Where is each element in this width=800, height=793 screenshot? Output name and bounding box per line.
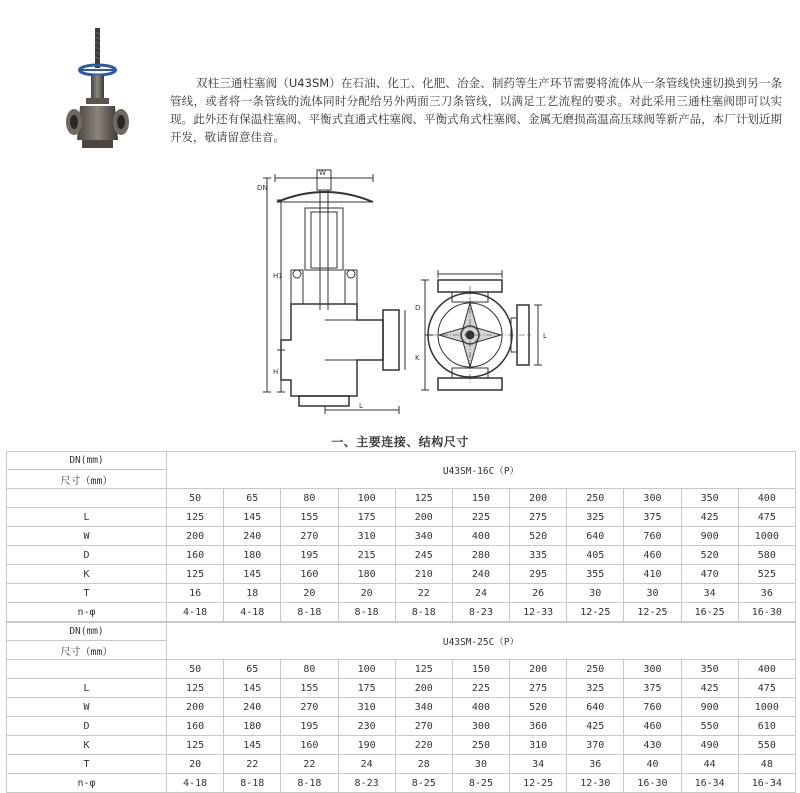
value-cell: 195 — [281, 717, 338, 736]
value-cell: 155 — [281, 508, 338, 527]
value-cell: 160 — [281, 565, 338, 584]
value-cell: 335 — [510, 546, 567, 565]
value-cell: 355 — [567, 565, 624, 584]
value-cell: 210 — [395, 565, 452, 584]
value-cell: 525 — [738, 565, 795, 584]
dn-cell: 250 — [567, 660, 624, 679]
value-cell: 125 — [167, 565, 224, 584]
value-cell: 26 — [510, 584, 567, 603]
value-cell: 16 — [167, 584, 224, 603]
table-row — [7, 584, 796, 603]
row-label: L — [7, 508, 167, 527]
value-cell: 18 — [224, 584, 281, 603]
table-row — [7, 717, 796, 736]
value-cell: 28 — [395, 755, 452, 774]
table-row — [7, 508, 796, 527]
value-cell: 370 — [567, 736, 624, 755]
table-row — [7, 774, 796, 793]
value-cell: 270 — [395, 717, 452, 736]
value-cell: 145 — [224, 736, 281, 755]
value-cell: 405 — [567, 546, 624, 565]
row-label: K — [7, 565, 167, 584]
intro-paragraph: 双柱三通柱塞阀（U43SM）在石油、化工、化肥、冶金、制药等生产环节需要将流体从一条管线快速切换到另一条管线，或者将一条管线的流体同时分配给另外两面三刀条管线，以满足工艺流程的要求。对此采用三通柱塞阀即可以实现。此外还有保温柱塞阀、平衡式直通式柱塞阀、平衡式角式柱塞阀、金属无磨损高温高压球阀等新产品，本厂计划近期开发，敬请留意佳音。 — [170, 76, 782, 144]
value-cell: 20 — [167, 755, 224, 774]
value-cell: 225 — [452, 679, 509, 698]
model-label: U43SM-16C（P） — [167, 452, 796, 489]
value-cell: 175 — [338, 679, 395, 698]
value-cell: 16-34 — [681, 774, 738, 793]
value-cell: 48 — [738, 755, 795, 774]
value-cell: 760 — [624, 698, 681, 717]
drawing-label-w: W — [319, 169, 326, 177]
value-cell: 34 — [681, 584, 738, 603]
value-cell: 340 — [395, 527, 452, 546]
value-cell: 580 — [738, 546, 795, 565]
value-cell: 22 — [395, 584, 452, 603]
value-cell: 8-18 — [338, 603, 395, 622]
valve-technical-drawing — [255, 160, 555, 415]
header-size-label: 尺寸（mm） — [7, 470, 167, 489]
value-cell: 360 — [510, 717, 567, 736]
value-cell: 325 — [567, 508, 624, 527]
row-label-dn — [7, 489, 167, 508]
value-cell: 12-25 — [510, 774, 567, 793]
dn-cell: 50 — [167, 489, 224, 508]
value-cell: 180 — [338, 565, 395, 584]
dn-cell: 65 — [224, 660, 281, 679]
value-cell: 20 — [338, 584, 395, 603]
model-label: U43SM-25C（P） — [167, 623, 796, 660]
table-row — [7, 603, 796, 622]
dn-cell: 350 — [681, 489, 738, 508]
value-cell: 160 — [167, 546, 224, 565]
table2-body — [7, 679, 796, 793]
row-label: D — [7, 546, 167, 565]
row-label: T — [7, 584, 167, 603]
value-cell: 460 — [624, 546, 681, 565]
table-row — [7, 679, 796, 698]
table-row — [7, 565, 796, 584]
value-cell: 900 — [681, 698, 738, 717]
value-cell: 240 — [224, 527, 281, 546]
value-cell: 295 — [510, 565, 567, 584]
value-cell: 8-25 — [452, 774, 509, 793]
spec-table-16c — [6, 451, 796, 622]
drawing-label-l: L — [359, 402, 363, 410]
value-cell: 400 — [452, 698, 509, 717]
value-cell: 24 — [338, 755, 395, 774]
value-cell: 8-23 — [338, 774, 395, 793]
value-cell: 8-18 — [224, 774, 281, 793]
value-cell: 270 — [281, 527, 338, 546]
value-cell: 30 — [452, 755, 509, 774]
value-cell: 36 — [567, 755, 624, 774]
value-cell: 4-18 — [167, 774, 224, 793]
value-cell: 155 — [281, 679, 338, 698]
value-cell: 230 — [338, 717, 395, 736]
value-cell: 550 — [681, 717, 738, 736]
value-cell: 425 — [681, 508, 738, 527]
value-cell: 310 — [510, 736, 567, 755]
value-cell: 1000 — [738, 698, 795, 717]
table-row — [7, 489, 796, 508]
table-row — [7, 755, 796, 774]
dn-cell: 300 — [624, 660, 681, 679]
value-cell: 12-33 — [510, 603, 567, 622]
dn-cell: 80 — [281, 660, 338, 679]
value-cell: 245 — [395, 546, 452, 565]
value-cell: 760 — [624, 527, 681, 546]
dn-cell: 50 — [167, 660, 224, 679]
value-cell: 160 — [167, 717, 224, 736]
row-label: D — [7, 717, 167, 736]
value-cell: 125 — [167, 736, 224, 755]
drawing-label-h: H — [273, 368, 279, 376]
value-cell: 175 — [338, 508, 395, 527]
value-cell: 8-25 — [395, 774, 452, 793]
value-cell: 460 — [624, 717, 681, 736]
value-cell: 215 — [338, 546, 395, 565]
value-cell: 200 — [167, 698, 224, 717]
value-cell: 410 — [624, 565, 681, 584]
value-cell: 475 — [738, 679, 795, 698]
value-cell: 145 — [224, 565, 281, 584]
dn-cell: 200 — [510, 660, 567, 679]
value-cell: 200 — [167, 527, 224, 546]
value-cell: 190 — [338, 736, 395, 755]
dn-cell: 100 — [338, 660, 395, 679]
value-cell: 22 — [224, 755, 281, 774]
value-cell: 12-25 — [567, 603, 624, 622]
value-cell: 16-25 — [681, 603, 738, 622]
value-cell: 280 — [452, 546, 509, 565]
value-cell: 475 — [738, 508, 795, 527]
table-row — [7, 736, 796, 755]
value-cell: 160 — [281, 736, 338, 755]
value-cell: 640 — [567, 527, 624, 546]
value-cell: 375 — [624, 508, 681, 527]
value-cell: 195 — [281, 546, 338, 565]
value-cell: 40 — [624, 755, 681, 774]
value-cell: 520 — [510, 698, 567, 717]
row-label: W — [7, 698, 167, 717]
value-cell: 125 — [167, 508, 224, 527]
drawing-label-h1: H1 — [273, 272, 283, 280]
value-cell: 200 — [395, 679, 452, 698]
value-cell: 16-34 — [738, 774, 795, 793]
dn-cell: 125 — [395, 489, 452, 508]
dn-cell: 300 — [624, 489, 681, 508]
dn-cell: 250 — [567, 489, 624, 508]
value-cell: 340 — [395, 698, 452, 717]
value-cell: 640 — [567, 698, 624, 717]
table-row — [7, 546, 796, 565]
value-cell: 12-25 — [624, 603, 681, 622]
valve-photo — [58, 28, 138, 152]
value-cell: 425 — [567, 717, 624, 736]
value-cell: 145 — [224, 508, 281, 527]
value-cell: 8-18 — [395, 603, 452, 622]
value-cell: 12-30 — [567, 774, 624, 793]
value-cell: 240 — [452, 565, 509, 584]
header-size-label: 尺寸（mm） — [7, 641, 167, 660]
dn-cell: 400 — [738, 489, 795, 508]
value-cell: 520 — [681, 546, 738, 565]
value-cell: 34 — [510, 755, 567, 774]
table-row — [7, 527, 796, 546]
value-cell: 22 — [281, 755, 338, 774]
value-cell: 490 — [681, 736, 738, 755]
row-label: T — [7, 755, 167, 774]
value-cell: 275 — [510, 508, 567, 527]
spec-table-25c — [6, 622, 796, 793]
value-cell: 425 — [681, 679, 738, 698]
value-cell: 1000 — [738, 527, 795, 546]
value-cell: 20 — [281, 584, 338, 603]
value-cell: 24 — [452, 584, 509, 603]
value-cell: 375 — [624, 679, 681, 698]
value-cell: 200 — [395, 508, 452, 527]
value-cell: 4-18 — [224, 603, 281, 622]
value-cell: 16-30 — [624, 774, 681, 793]
value-cell: 520 — [510, 527, 567, 546]
value-cell: 44 — [681, 755, 738, 774]
value-cell: 36 — [738, 584, 795, 603]
row-label: K — [7, 736, 167, 755]
dn-cell: 150 — [452, 489, 509, 508]
dn-cell: 65 — [224, 489, 281, 508]
dn-cell: 125 — [395, 660, 452, 679]
drawing-label-d: D — [415, 304, 421, 312]
row-label-dn — [7, 660, 167, 679]
dn-cell: 150 — [452, 660, 509, 679]
value-cell: 325 — [567, 679, 624, 698]
value-cell: 180 — [224, 717, 281, 736]
dn-cell: 200 — [510, 489, 567, 508]
value-cell: 470 — [681, 565, 738, 584]
value-cell: 310 — [338, 527, 395, 546]
value-cell: 16-30 — [738, 603, 795, 622]
value-cell: 250 — [452, 736, 509, 755]
value-cell: 300 — [452, 717, 509, 736]
header-dn-label: DN(mm) — [7, 452, 167, 470]
value-cell: 400 — [452, 527, 509, 546]
section-title: 一、主要连接、结构尺寸 — [331, 435, 469, 449]
value-cell: 270 — [281, 698, 338, 717]
row-label: L — [7, 679, 167, 698]
value-cell: 310 — [338, 698, 395, 717]
drawing-label-l-right: L — [543, 332, 547, 340]
header-dn-label: DN(mm) — [7, 623, 167, 641]
value-cell: 8-18 — [281, 774, 338, 793]
value-cell: 30 — [567, 584, 624, 603]
value-cell: 275 — [510, 679, 567, 698]
value-cell: 8-18 — [281, 603, 338, 622]
table1-body — [7, 508, 796, 622]
value-cell: 220 — [395, 736, 452, 755]
value-cell: 610 — [738, 717, 795, 736]
value-cell: 145 — [224, 679, 281, 698]
dn-cell: 350 — [681, 660, 738, 679]
row-label: n-φ — [7, 603, 167, 622]
value-cell: 900 — [681, 527, 738, 546]
value-cell: 430 — [624, 736, 681, 755]
row-label: n-φ — [7, 774, 167, 793]
dn-cell: 100 — [338, 489, 395, 508]
drawing-label-k: K — [415, 354, 420, 362]
dn-cell: 400 — [738, 660, 795, 679]
value-cell: 8-23 — [452, 603, 509, 622]
table-row — [7, 698, 796, 717]
value-cell: 4-18 — [167, 603, 224, 622]
drawing-label-dn: DN — [257, 184, 268, 192]
dn-cell: 80 — [281, 489, 338, 508]
row-label: W — [7, 527, 167, 546]
table-row — [7, 660, 796, 679]
value-cell: 180 — [224, 546, 281, 565]
value-cell: 225 — [452, 508, 509, 527]
value-cell: 30 — [624, 584, 681, 603]
value-cell: 240 — [224, 698, 281, 717]
value-cell: 125 — [167, 679, 224, 698]
value-cell: 550 — [738, 736, 795, 755]
